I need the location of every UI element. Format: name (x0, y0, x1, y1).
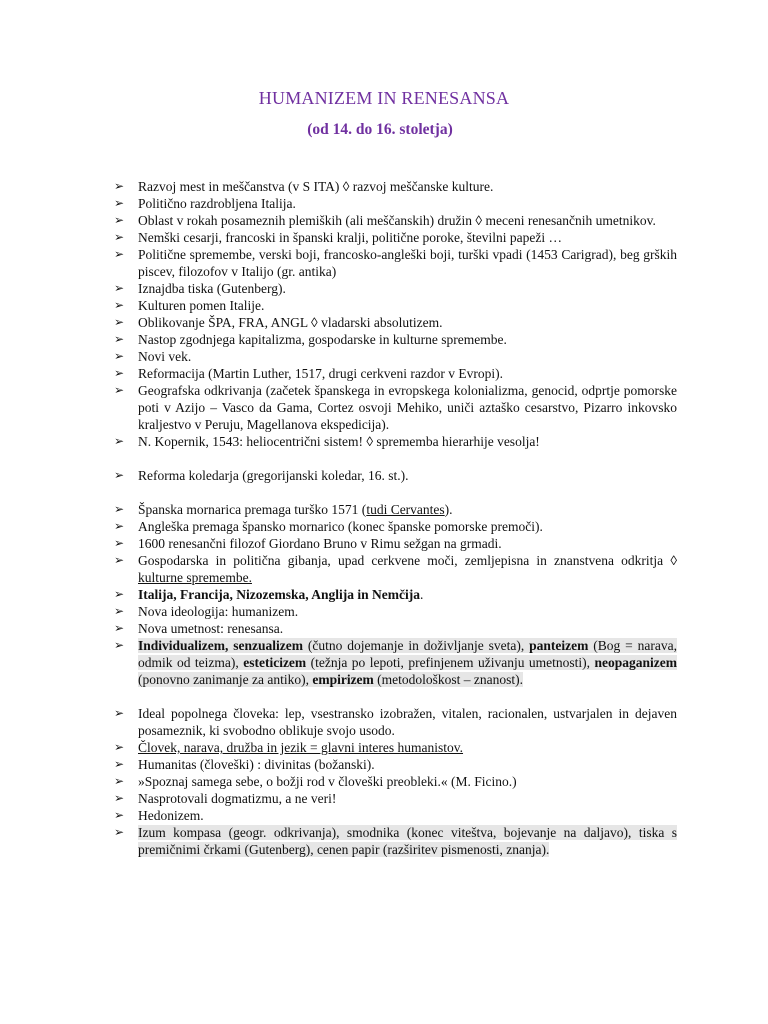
list-item: ➢ 1600 renesančni filozof Giordano Bruno v Rimu sežgan na grmadi. (114, 536, 502, 551)
list-item: ➢ Geografska odkrivanja (začetek španskega in evropskega kolonializma, genocid, odprtje pomorske poti v Azijo – Vasco da Gama, Cortez osvoji Mehiko, uniči aztaško cesarstvo, Pizarro inkovsko kraljestvo v Peruju, Magellanova ekspedicija). (114, 383, 677, 432)
arrow-bullet-icon: ➢ (114, 383, 125, 397)
list-item-highlighted (0, 824, 677, 858)
list-item: ➢ Nasprotovali dogmatizmu, a ne veri! (114, 791, 337, 806)
highlighted-text: Individualizem, senzualizem (čutno dojemanje in doživljanje sveta), panteizem (Bog = narava, odmik od teizma), esteticizem (težnja po lepoti, prefinjenem uživanju umetnosti), neopaganizem (ponovno zanimanje za antiko), empirizem (metodološkost – znanost). (138, 638, 677, 687)
spacer (0, 688, 768, 705)
list-item: ➢ Politične spremembe, verski boji, francosko-angleški boji, turški vpadi (1453 Carigrad), beg grških piscev, filozofov v Italijo (gr. antika) (114, 247, 677, 279)
arrow-bullet-icon: ➢ (114, 315, 125, 329)
arrow-bullet-icon: ➢ (114, 791, 125, 805)
list-item: ➢ Razvoj mest in meščanstva (v S ITA) ◊ razvoj meščanske kulture. (114, 179, 494, 194)
list-item: ➢ Politično razdrobljena Italija. (114, 196, 296, 211)
arrow-bullet-icon: ➢ (114, 196, 125, 210)
arrow-bullet-icon: ➢ (114, 587, 125, 601)
list-item: ➢ Angleška premaga špansko mornarico (konec španske pomorske premoči). (114, 519, 543, 534)
arrow-bullet-icon: ➢ (114, 519, 125, 533)
arrow-bullet-icon: ➢ (114, 774, 125, 788)
list-item: ➢ Reformacija (Martin Luther, 1517, drugi cerkveni razdor v Evropi). (114, 366, 503, 381)
list-item: ➢ Italija, Francija, Nizozemska, Anglija in Nemčija. (114, 587, 424, 602)
arrow-bullet-icon: ➢ (114, 230, 125, 244)
arrow-bullet-icon: ➢ (114, 808, 125, 822)
underlined-text: Človek, narava, družba in jezik = glavni interes humanistov. (138, 740, 464, 755)
arrow-bullet-icon: ➢ (114, 349, 125, 363)
highlighted-text: Izum kompasa (geogr. odkrivanja), smodnika (konec viteštva, bojevanje na daljavo), tiska s premičnimi črkami (Gutenberg), cenen papir (razširitev pismenosti, znanja). (138, 825, 677, 857)
arrow-bullet-icon: ➢ (114, 757, 125, 771)
spacer (0, 484, 768, 501)
list-item: ➢ Kulturen pomen Italije. (114, 298, 265, 313)
list-item: ➢ Nastop zgodnjega kapitalizma, gospodarske in kulturne spremembe. (114, 332, 507, 347)
bold-text: Italija, Francija, Nizozemska, Anglija in Nemčija (138, 587, 420, 602)
arrow-bullet-icon: ➢ (114, 298, 125, 312)
bullet-list (0, 178, 768, 858)
list-item: ➢ Nova umetnost: renesansa. (114, 621, 284, 636)
arrow-bullet-icon: ➢ (114, 553, 125, 567)
list-item: ➢ »Spoznaj samega sebe, o božji rod v človeški preobleki.« (M. Ficino.) (114, 774, 517, 789)
arrow-bullet-icon: ➢ (114, 366, 125, 380)
document-subtitle: (od 14. do 16. stoletja) (307, 121, 453, 138)
arrow-bullet-icon: ➢ (114, 638, 125, 652)
list-item: ➢ Nova ideologija: humanizem. (114, 604, 299, 619)
list-item: ➢ Oblikovanje ŠPA, FRA, ANGL ◊ vladarski absolutizem. (114, 315, 443, 330)
list-item: ➢ Reforma koledarja (gregorijanski koledar, 16. st.). (114, 468, 409, 483)
underlined-text: tudi Cervantes (366, 502, 445, 517)
arrow-bullet-icon: ➢ (114, 434, 125, 448)
arrow-bullet-icon: ➢ (114, 213, 125, 227)
arrow-bullet-icon: ➢ (114, 502, 125, 516)
arrow-bullet-icon: ➢ (114, 740, 125, 754)
list-item: ➢ Oblast v rokah posameznih plemiških (ali meščanskih) družin ◊ meceni renesančnih umetnikov. (114, 213, 656, 228)
arrow-bullet-icon: ➢ (114, 604, 125, 618)
list-item: ➢ Humanitas (človeški) : divinitas (božanski). (114, 757, 375, 772)
spacer (0, 450, 768, 467)
arrow-bullet-icon: ➢ (114, 281, 125, 295)
arrow-bullet-icon: ➢ (114, 332, 125, 346)
underlined-text: kulturne spremembe. (138, 570, 252, 585)
list-item: ➢ Iznajdba tiska (Gutenberg). (114, 281, 286, 296)
arrow-bullet-icon: ➢ (114, 825, 125, 839)
list-item: ➢ Novi vek. (114, 349, 192, 364)
arrow-bullet-icon: ➢ (114, 706, 125, 720)
arrow-bullet-icon: ➢ (114, 621, 125, 635)
list-item: ➢ N. Kopernik, 1543: heliocentrični sistem! ◊ sprememba hierarhije vesolja! (114, 434, 540, 449)
list-item: ➢ Španska mornarica premaga turško 1571 (tudi Cervantes). (114, 502, 453, 517)
arrow-bullet-icon: ➢ (114, 468, 125, 482)
arrow-bullet-icon: ➢ (114, 536, 125, 550)
list-item: ➢ Gospodarska in politična gibanja, upad cerkvene moči, zemljepisna in znanstvena odkritja ◊ kulturne spremembe. (114, 553, 677, 585)
list-item: ➢ Hedonizem. (114, 808, 204, 823)
document-title: HUMANIZEM IN RENESANSA (258, 88, 510, 108)
list-item (0, 739, 677, 756)
list-item: ➢ Nemški cesarji, francoski in španski kralji, politične poroke, številni papeži … (114, 230, 563, 245)
list-item-highlighted (0, 637, 677, 688)
arrow-bullet-icon: ➢ (114, 179, 125, 193)
list-item: ➢ Ideal popolnega človeka: lep, vsestransko izobražen, vitalen, racionalen, ustvarjalen in dejaven posameznik, ki svobodno oblikuje svojo usodo. (114, 706, 677, 738)
arrow-bullet-icon: ➢ (114, 247, 125, 261)
